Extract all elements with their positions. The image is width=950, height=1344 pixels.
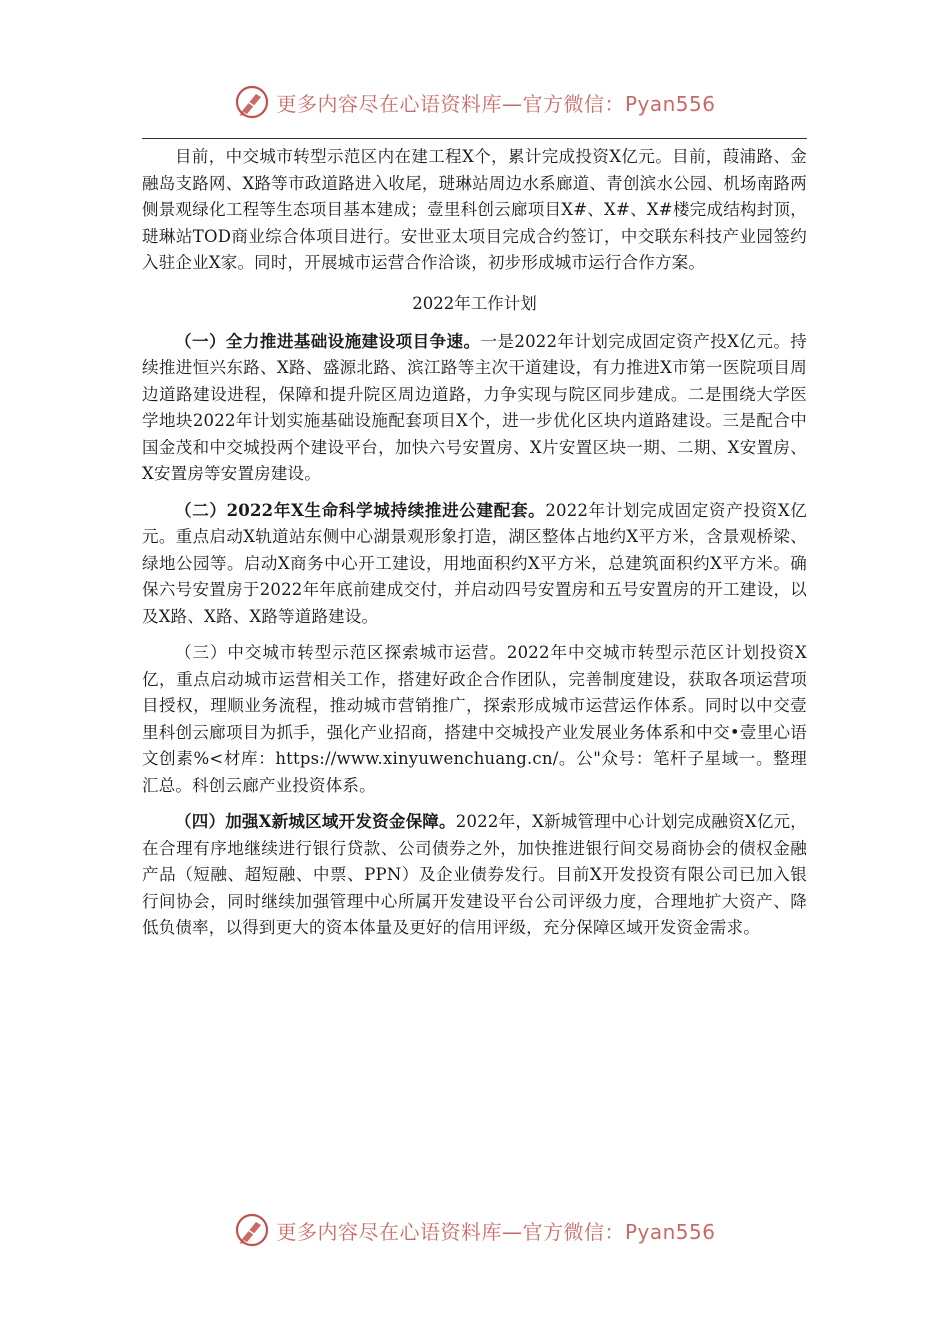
pen-nib-logo-icon — [234, 1212, 270, 1248]
plan-item-3 — [142, 640, 807, 799]
plan-item-4-lead: （四）加强X新城区域开发资金保障。 — [175, 812, 456, 831]
section-title: 2022年工作计划 — [412, 293, 537, 313]
header-banner-text: 更多内容尽在心语资料库—官方微信：Pyan556 — [276, 91, 716, 116]
document-body — [142, 144, 807, 952]
plan-item-1-body: 一是2022年计划完成固定资产投X亿元。持续推进恒兴东路、X路、盛源北路、滨江路等主次干道建设，有力推进X市第一医院项目周边道路建设进程，保障和提升院区周边道路，力争实现与院区同步建成。二是围绕大学医学地块2022年计划实施基础设施配套项目X个，进一步优化区块内道路建设。三是配合中国金茂和中交城投两个建设平台，加快六号安置房、X片安置区块一期、二期、X安置房、X安置房等安置房建设。 — [142, 331, 807, 483]
plan-item-4 — [142, 809, 807, 942]
plan-item-2 — [142, 498, 807, 631]
header-banner — [0, 82, 950, 122]
intro-paragraph: 目前，中交城市转型示范区内在建工程X个，累计完成投资X亿元。目前，葭浦路、金融岛支路网、X路等市政道路进入收尾，琎琳站周边水系廊道、青创滨水公园、机场南路两侧景观绿化工程等生态项目基本建成；壹里科创云廊项目X#、X#、X#楼完成结构封顶，琎琳站TOD商业综合体项目进行。安世亚太项目完成合约签订，中交联东科技产业园签约入驻企业X家。同时，开展城市运营合作洽谈，初步形成城市运行合作方案。 — [142, 147, 807, 272]
pen-nib-logo-icon — [234, 84, 270, 120]
plan-item-2-body: 2022年计划完成固定资产投资X亿元。重点启动X轨道站东侧中心湖景观形象打造，湖区整体占地约X平方米，含景观桥梁、绿地公园等。启动X商务中心开工建设，用地面积约X平方米，总建筑面积约X平方米。确保六号安置房于2022年年底前建成交付，并启动四号安置房和五号安置房的开工建设，以及X路、X路、X路等道路建设。 — [142, 500, 807, 626]
header-divider — [142, 138, 807, 139]
footer-banner — [0, 1210, 950, 1250]
plan-item-1-lead: （一）全力推进基础设施建设项目争速。 — [175, 331, 481, 351]
footer-banner-text: 更多内容尽在心语资料库—官方微信：Pyan556 — [276, 1219, 716, 1244]
plan-item-4-body: 2022年，X新城管理中心计划完成融资X亿元，在合理有序地继续进行银行贷款、公司债券之外，加快推进银行间交易商协会的债权金融产品（短融、超短融、中票、PPN）及企业债券发行。目前X开发投资有限公司已加入银行间协会，同时继续加强管理中心所属开发建设平台公司评级力度，合理地扩大资产、降低负债率，以得到更大的资本体量及更好的信用评级，充分保障区域开发资金需求。 — [142, 812, 808, 937]
plan-item-2-lead: （二）2022年X生命科学城持续推进公建配套。 — [175, 500, 546, 520]
plan-item-3-body: （三）中交城市转型示范区探索城市运营。2022年中交城市转型示范区计划投资X亿，重点启动城市运营相关工作，搭建好政企合作团队，完善制度建设，获取各项运营项目授权，理顺业务流程，推动城市营销推广，探索形成城市运营运作体系。同时以中交壹里科创云廊项目为抓手，强化产业招商，搭建中交城投产业发展业务体系和中交•壹里心语文创素%<材库：https://www.xinyuwenchuang.cn/。公"众号：笔杆子星域一。整理汇总。科创云廊产业投资体系。 — [142, 643, 807, 795]
plan-item-1 — [142, 329, 807, 488]
